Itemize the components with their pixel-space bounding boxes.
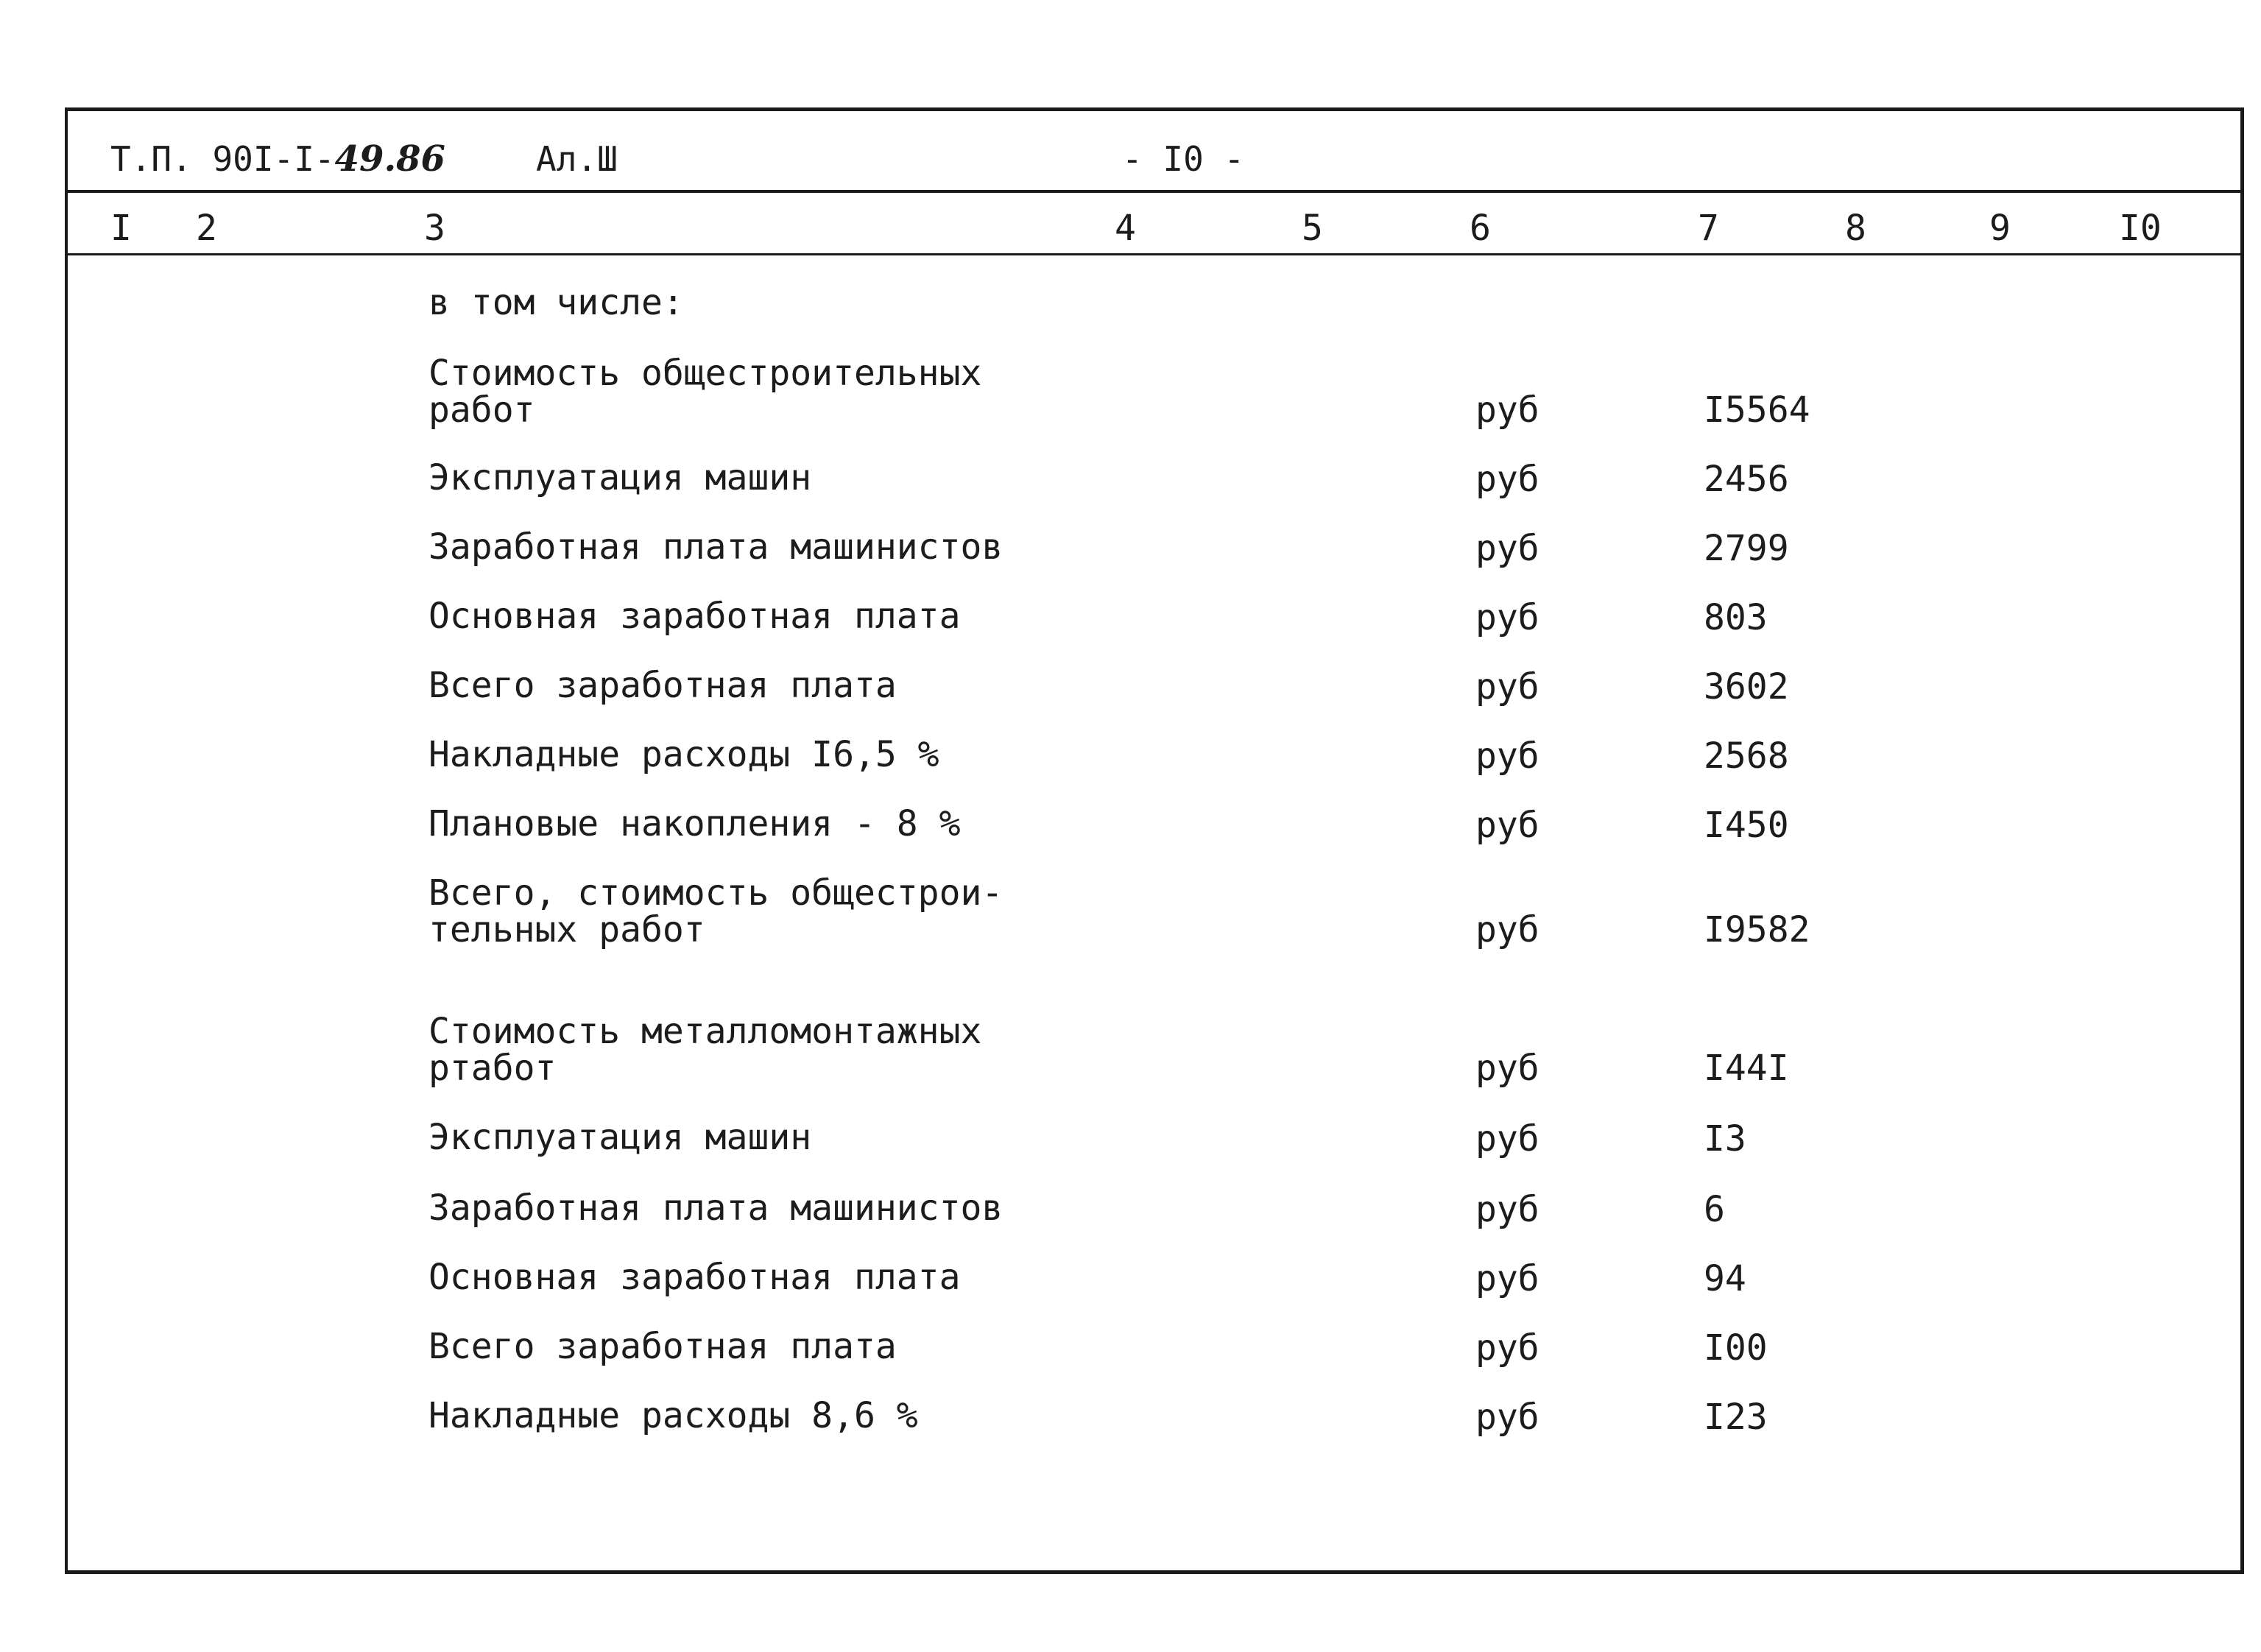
row-unit: руб: [1475, 1327, 1539, 1369]
row-value: I9582: [1704, 909, 1810, 950]
row-value: I5564: [1704, 389, 1810, 431]
column-number: I: [110, 208, 132, 249]
row-label: Всего заработная плата: [428, 665, 897, 706]
row-value: 2799: [1704, 528, 1789, 569]
row-value: I3: [1704, 1118, 1746, 1159]
row-unit: руб: [1475, 909, 1539, 950]
row-unit: руб: [1475, 389, 1539, 431]
row-unit: руб: [1475, 735, 1539, 777]
row-label: Всего, стоимость общестрои- тельных работ: [428, 872, 1003, 950]
row-label: Стоимость металломонтажных ртабот: [428, 1011, 982, 1089]
column-number: 5: [1302, 208, 1323, 249]
column-number: 3: [424, 208, 445, 249]
row-label: Эксплуатация машин: [428, 1117, 812, 1158]
column-number: 4: [1115, 208, 1136, 249]
document-code: [110, 138, 445, 180]
document-code-handwritten: 49.86: [334, 138, 445, 180]
row-value: 94: [1704, 1258, 1746, 1299]
column-number: 8: [1845, 208, 1866, 249]
row-label: Заработная плата машинистов: [428, 526, 1003, 568]
document-frame: [65, 107, 2244, 1574]
row-unit: руб: [1475, 528, 1539, 569]
row-value: 2456: [1704, 459, 1789, 500]
row-label: Всего заработная плата: [428, 1326, 897, 1367]
row-unit: руб: [1475, 459, 1539, 500]
column-header-divider: [65, 253, 2244, 255]
row-label: Заработная плата машинистов: [428, 1187, 1003, 1229]
row-unit: руб: [1475, 1397, 1539, 1438]
row-label: Основная заработная плата: [428, 596, 961, 637]
row-label: Накладные расходы 8,6 %: [428, 1395, 918, 1436]
document-code-prefix: Т.П. 90I-I-: [110, 139, 335, 179]
row-label: Накладные расходы I6,5 %: [428, 734, 939, 775]
column-number: 2: [196, 208, 217, 249]
row-value: I00: [1704, 1327, 1768, 1369]
row-label: Стоимость общестроительных работ: [428, 353, 982, 431]
section-intro: в том числе:: [428, 282, 684, 323]
header-divider: [65, 190, 2244, 193]
column-number: 7: [1698, 208, 1719, 249]
row-unit: руб: [1475, 1189, 1539, 1230]
row-unit: руб: [1475, 597, 1539, 638]
row-label: Плановые накопления - 8 %: [428, 803, 961, 844]
column-number: 6: [1470, 208, 1491, 249]
row-unit: руб: [1475, 1258, 1539, 1299]
row-value: I44I: [1704, 1048, 1789, 1089]
row-unit: руб: [1475, 1118, 1539, 1159]
row-label: Основная заработная плата: [428, 1257, 961, 1298]
row-value: 3602: [1704, 666, 1789, 707]
row-value: 803: [1704, 597, 1768, 638]
row-value: 2568: [1704, 735, 1789, 777]
row-value: I23: [1704, 1397, 1768, 1438]
row-unit: руб: [1475, 1048, 1539, 1089]
row-unit: руб: [1475, 805, 1539, 846]
column-number: 9: [1989, 208, 2011, 249]
album-label: Ал.Ш: [536, 139, 618, 179]
row-unit: руб: [1475, 666, 1539, 707]
row-label: Эксплуатация машин: [428, 457, 812, 498]
page-number: - I0 -: [1122, 139, 1245, 179]
row-value: I450: [1704, 805, 1789, 846]
row-value: 6: [1704, 1189, 1725, 1230]
column-number: I0: [2119, 208, 2162, 249]
